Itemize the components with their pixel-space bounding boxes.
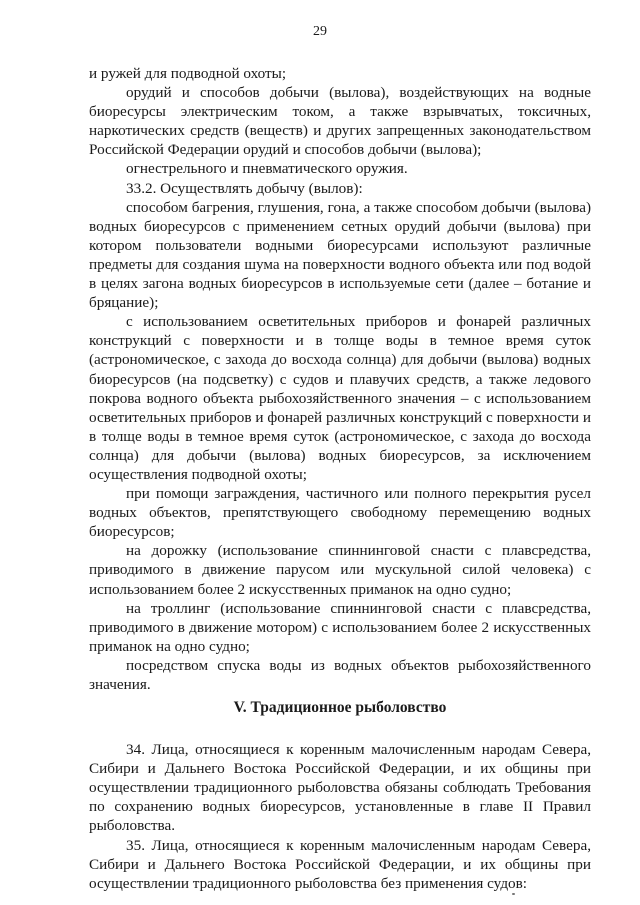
document-body	[89, 64, 591, 893]
paragraph: огнестрельного и пневматического оружия.	[126, 160, 408, 178]
paragraph: способом багрения, глушения, гона, а также способом добычи (вылова) водных биоресурсов с применением сетных орудий добычи (вылова) при котором пользователи водными биоресурсами используют различные предметы для создания шума на поверхности водного объекта или под водой в целях загона водных биоресурсов в используемые сети (далее – ботание и бряцание);	[89, 198, 591, 312]
scan-speck	[512, 893, 515, 895]
paragraph: и ружей для подводной охоты;	[89, 65, 287, 82]
paragraph: 33.2. Осуществлять добычу (вылов):	[126, 179, 363, 197]
paragraph: на дорожку (использование спиннинговой снасти с плавсредства, приводимого в движение парусом или мускульной силой человека) с использованием более 2 искусственных приманок на одно судно;	[89, 542, 591, 598]
paragraph: 35. Лица, относящиеся к коренным малочисленным народам Севера, Сибири и Дальнего Востока Российской Федерации, и их общины при осуществлении традиционного рыболовства без применения судов:	[89, 836, 591, 892]
section-heading: V. Традиционное рыболовство	[233, 699, 447, 717]
paragraph: с использованием осветительных приборов и фонарей различных конструкций с поверхности и в толще воды в темное время суток (астрономическое, с захода до восхода солнца) для добычи (вылова) водных биоресурсов (на подсветку) с судов и плавучих средств, а также ледового покрова водного объекта рыбохозяйственного значения – с использованием осветительных приборов и фонарей различных конструкций с поверхности и в толще воды в темное время суток (астрономическое, с захода до восхода солнца) для добычи (вылова) водных биоресурсов, за исключением осуществления подводной охоты;	[89, 313, 591, 483]
page-number: 29	[313, 24, 327, 39]
paragraph: на троллинг (использование спиннинговой снасти с плавсредства, приводимого в движение мотором) с использованием более 2 искусственных приманок на одно судно;	[89, 599, 591, 655]
paragraph: 34. Лица, относящиеся к коренным малочисленным народам Севера, Сибири и Дальнего Востока Российской Федерации, и их общины при осуществлении традиционного рыболовства обязаны соблюдать Требования по сохранению водных биоресурсов, установленные в главе II Правил рыболовства.	[89, 741, 591, 835]
paragraph: посредством спуска воды из водных объектов рыбохозяйственного значения.	[89, 656, 591, 693]
paragraph: при помощи заграждения, частичного или полного перекрытия русел водных объектов, препятствующего свободному перемещению водных биоресурсов;	[89, 485, 591, 541]
paragraph: орудий и способов добычи (вылова), воздействующих на водные биоресурсы электрическим током, а также взрывчатых, токсичных, наркотических средств (веществ) и других запрещенных законодательством Российской Федерации орудий и способов добычи (вылова);	[89, 84, 591, 159]
